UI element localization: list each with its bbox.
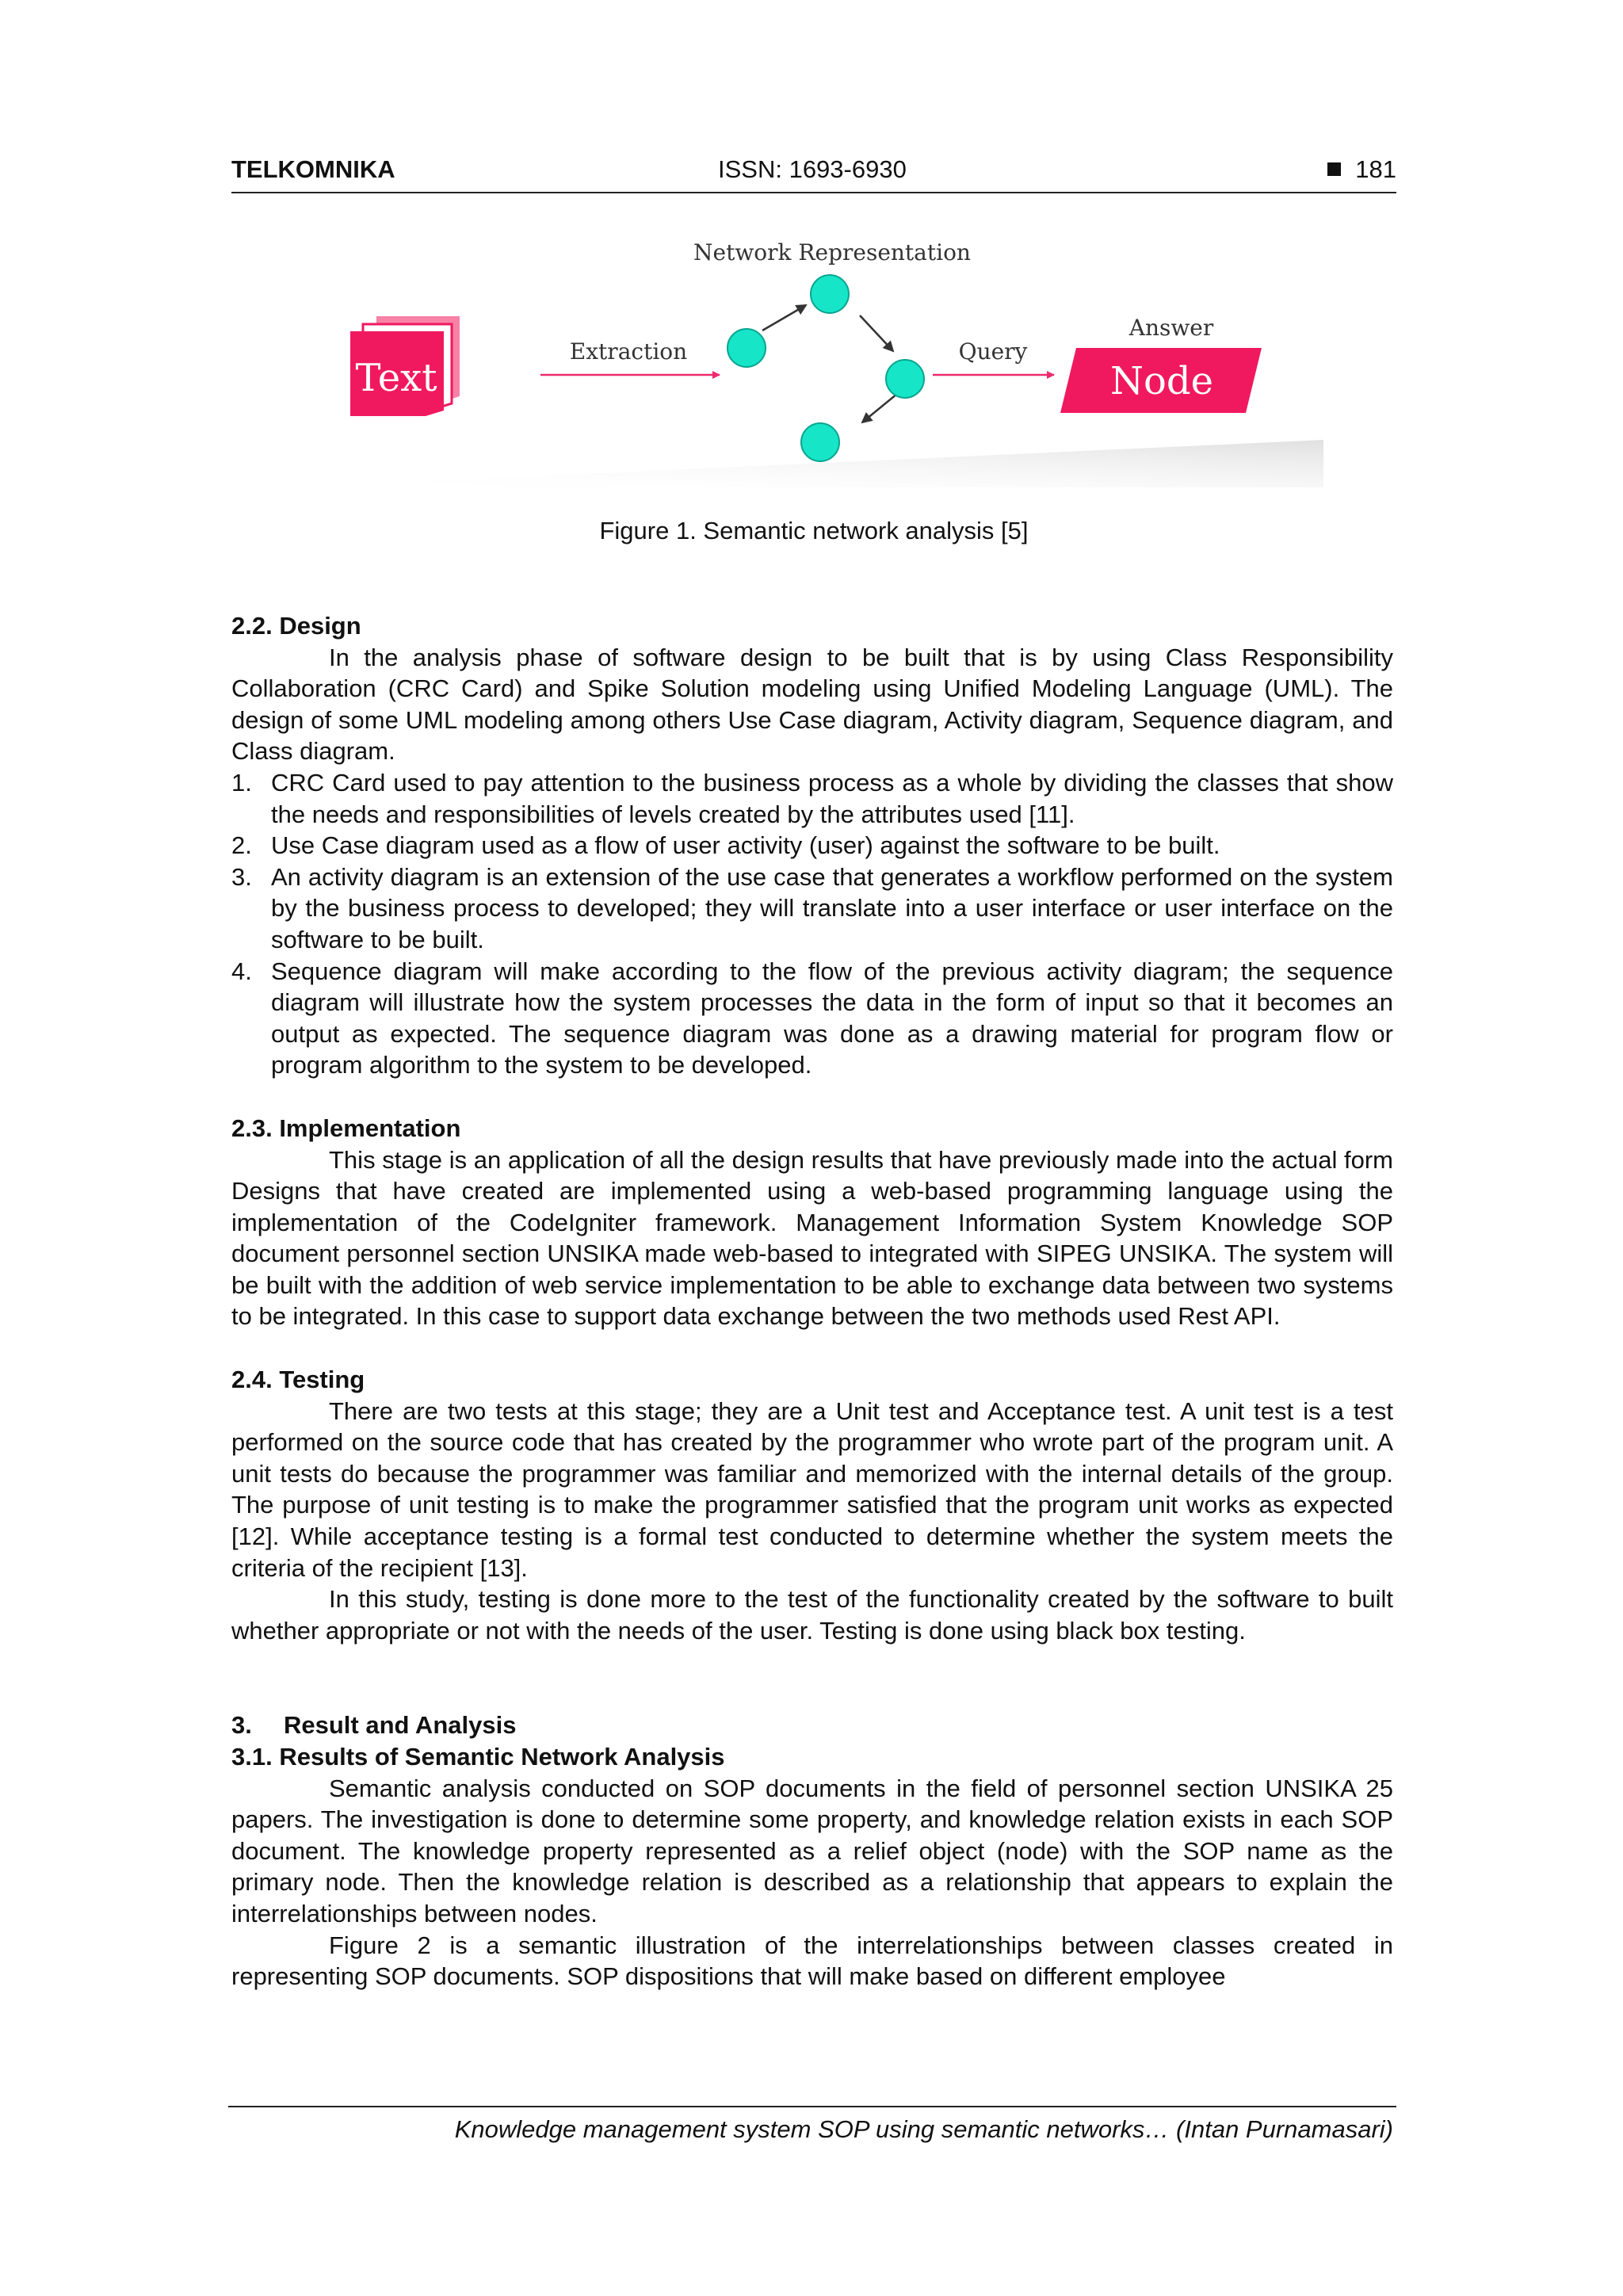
- list-item: [231, 830, 1393, 861]
- page-header: [231, 155, 1396, 193]
- list-item-text: An activity diagram is an extension of the use case that generates a workflow performed on the system by the business process to developed; they will translate into a user interface or user interface on the software to be built.: [271, 862, 1393, 953]
- paragraph: In the analysis phase of software design to be built that is by using Class Responsibility Collaboration (CRC Card) and Spike Solution modeling using Unified Modeling Language (UML). The design of some UML modeling among others Use Case diagram, Activity diagram, Sequence diagram, and Class diagram.: [231, 643, 1393, 766]
- network-edge: [860, 315, 893, 351]
- figure-semantic-network: [293, 226, 1331, 495]
- text-box-label: Text: [355, 356, 437, 400]
- section-heading-testing: 2.4. Testing: [231, 1366, 365, 1394]
- paragraph: This stage is an application of all the design results that have previously made into the actual form Designs that have created are implemented using a web-based programming language using the implementation of the CodeIgniter framework. Management Information System Knowledge SOP document personnel section UNSIKA made web-based to integrated with SIPEG UNSIKA. The system will be built with the addition of web service implementation to be able to exchange data between two systems to be integrated. In this case to support data exchange between the two methods used Rest API.: [231, 1145, 1393, 1331]
- section-heading-design: 2.2. Design: [231, 612, 361, 640]
- section-number: 3.: [231, 1711, 252, 1740]
- list-item: [231, 861, 1393, 956]
- section-heading-result-analysis: [231, 1710, 1393, 1741]
- query-label: Query: [958, 338, 1028, 365]
- list-item-number: 4.: [231, 957, 252, 985]
- figure-caption: Figure 1. Semantic network analysis [5]: [599, 517, 1029, 544]
- section-heading-implementation: 2.3. Implementation: [231, 1114, 461, 1142]
- paragraph: There are two tests at this stage; they are a Unit test and Acceptance test. A unit test is a test performed on the source code that has created by the programmer who wrote part of the program unit. A unit tests do because the programmer was familiar and memorized with the internal details of the group. The purpose of unit testing is to make the programmer satisfied that the program unit works as expected [12]. While acceptance testing is a formal test conducted to determine whether the system meets the criteria of the recipient [13].: [231, 1396, 1393, 1582]
- list-item: [231, 767, 1393, 830]
- section-title: Result and Analysis: [284, 1711, 517, 1740]
- text-box: [350, 316, 460, 416]
- list-item: [231, 956, 1393, 1081]
- list-item-text: Use Case diagram used as a flow of user activity (user) against the software to be built.: [271, 831, 1220, 860]
- network-node: [727, 329, 766, 367]
- extraction-label: Extraction: [569, 338, 688, 365]
- list-item-text: Sequence diagram will make according to the flow of the previous activity diagram; the sequence diagram will illustrate how the system processes the data in the form of input so that it becomes an output as expected. The sequence diagram was done as a drawing material for program flow or program algorithm to the system to be developed.: [271, 957, 1393, 1079]
- square-bullet-icon: [1327, 162, 1341, 176]
- list-item-number: 1.: [231, 768, 252, 797]
- page-number: 181: [1355, 155, 1396, 183]
- paragraph: In this study, testing is done more to the test of the functionality created by the software to built whether appropriate or not with the needs of the user. Testing is done using black box testing.: [231, 1585, 1393, 1645]
- running-title: Knowledge management system SOP using semantic networks… (Intan Purnamasari): [454, 2115, 1393, 2143]
- list-item-number: 2.: [231, 831, 252, 860]
- network-node: [811, 275, 849, 313]
- network-node: [801, 423, 839, 461]
- network-node: [886, 360, 924, 398]
- network-representation-title: Network Representation: [693, 239, 971, 266]
- list-item-number: 3.: [231, 862, 252, 891]
- journal-name: TELKOMNIKA: [231, 155, 395, 183]
- paragraph: Semantic analysis conducted on SOP documents in the field of personnel section UNSIKA 25 papers. The investigation is done to determine some property, and knowledge relation exists in each SOP document. The knowledge property represented as a relief object (node) with the SOP name as the primary node. Then the knowledge relation is described as a relationship that appears to explain the interrelationships between nodes.: [231, 1774, 1393, 1927]
- issn: ISSN: 1693-6930: [718, 155, 907, 183]
- answer-label: Answer: [1128, 315, 1214, 341]
- design-list: [231, 767, 1393, 1081]
- page-number-group: [1327, 155, 1396, 184]
- list-item-text: CRC Card used to pay attention to the business process as a whole by dividing the classes that show the needs and responsibilities of levels created by the attributes used [11].: [271, 768, 1393, 828]
- subsection-heading-semantic-results: 3.1. Results of Semantic Network Analysis: [231, 1743, 725, 1771]
- network-edge: [762, 305, 806, 330]
- node-box-label: Node: [1109, 359, 1214, 403]
- page-footer: [228, 2106, 1396, 2143]
- paragraph: Figure 2 is a semantic illustration of the interrelationships between classes created in representing SOP documents. SOP dispositions that will make based on different employee: [231, 1931, 1393, 1991]
- network-edge: [862, 394, 897, 422]
- body-content: [231, 610, 1393, 1992]
